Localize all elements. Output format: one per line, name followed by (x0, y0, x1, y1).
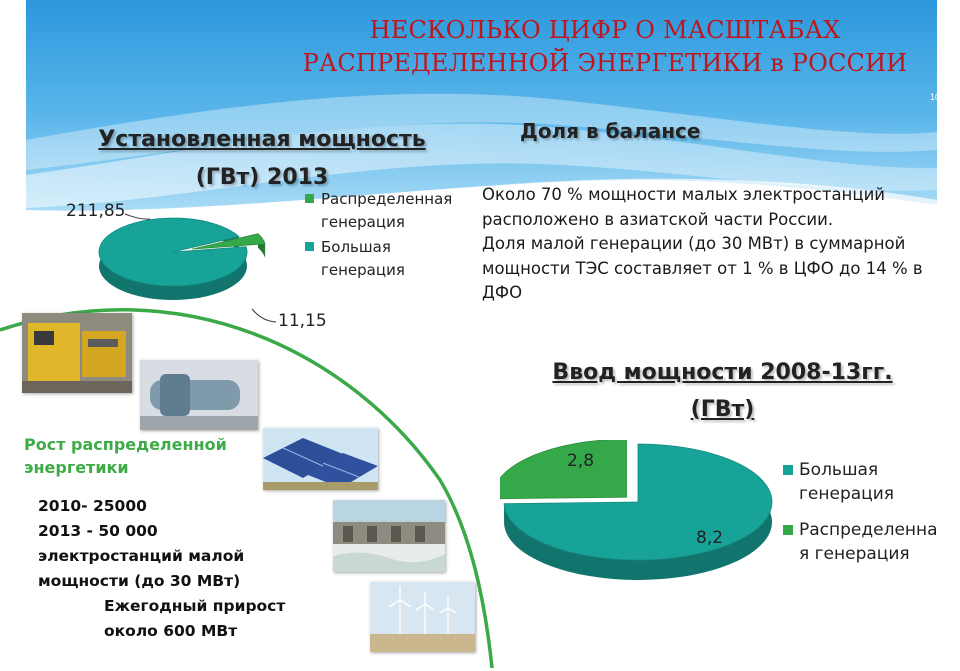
legend-swatch-green (305, 194, 314, 203)
chart2-label-large: 8,2 (696, 528, 724, 548)
page-title (280, 14, 930, 80)
wind-turbines-photo (370, 582, 475, 652)
growth-stat: электростанций малой (38, 547, 245, 565)
growth-note-line: Ежегодный прирост (104, 597, 286, 615)
growth-stat: 2013 - 50 000 (38, 522, 158, 540)
growth-heading-line: энергетики (24, 458, 129, 477)
growth-stat: мощности (до 30 МВт) (38, 572, 241, 590)
share-text-line: Около 70 % мощности малых электростанций (482, 185, 886, 204)
diesel-generator-photo (22, 313, 132, 393)
title-line-1: НЕСКОЛЬКО ЦИФР О МАСШТАБАХ (369, 16, 841, 44)
share-text-line: расположено в азиатской части России. (482, 209, 834, 229)
chart1-title-line-1: Установленная мощность (98, 127, 426, 152)
legend-label: я генерация (799, 544, 910, 564)
small-hydro-dam-photo (333, 500, 445, 572)
legend-label: Большая (799, 460, 879, 480)
growth-note (104, 594, 285, 644)
chart1-legend-item-distributed (305, 188, 475, 234)
chart1-title (90, 121, 434, 197)
chart2-legend-item-large (783, 458, 958, 506)
chart1-legend (305, 188, 475, 284)
legend-swatch-teal (305, 242, 314, 251)
chart1-label-distributed: 11,15 (278, 311, 327, 331)
share-text-line: мощности ТЭС составляет от 1 % в ЦФО до 14 % в (482, 258, 923, 278)
legend-label: генерация (321, 213, 405, 231)
chart1-slice-top-0 (99, 218, 247, 286)
share-text-line: Доля малой генерации (до 30 МВт) в суммарной (482, 234, 906, 253)
legend-label: Распределенная (321, 190, 453, 208)
share-heading: Доля в балансе (520, 119, 701, 143)
chart1-legend-item-large (305, 236, 475, 282)
slide-number: 10 (930, 92, 941, 102)
chart2-legend-item-distributed (783, 518, 958, 566)
chart2-title-line-2: (ГВт) (690, 397, 755, 422)
chart2-legend (783, 458, 958, 568)
chart2-title-line-1: Ввод мощности 2008-13гг. (552, 360, 893, 385)
legend-label: генерация (799, 484, 895, 504)
growth-stat: 2010- 25000 (38, 497, 147, 515)
title-line-2: РАСПРЕДЕЛЕННОЙ ЭНЕРГЕТИКИ в РОССИИ (302, 49, 908, 77)
chart2-title (545, 354, 900, 428)
legend-label: Большая (321, 238, 391, 256)
share-text-line: ДФО (482, 283, 523, 302)
chart2-label-distributed: 2,8 (567, 451, 595, 471)
solar-panels-photo (263, 428, 378, 490)
legend-label: генерация (321, 261, 405, 279)
gas-turbine-photo (140, 360, 258, 430)
growth-stats (38, 494, 244, 594)
growth-note-line: около 600 МВт (104, 622, 238, 640)
chart2-slice-top-1 (500, 440, 627, 499)
share-text (482, 183, 952, 306)
chart1-slice-0 (99, 218, 247, 300)
chart1-title-line-2: (ГВт) 2013 (195, 165, 329, 190)
legend-swatch-green (783, 525, 793, 535)
legend-swatch-teal (783, 465, 793, 475)
legend-label: Распределенна (799, 520, 938, 540)
chart2-pie (500, 440, 785, 600)
growth-heading (24, 433, 254, 479)
chart1-label-large: 211,85 (66, 201, 126, 221)
growth-heading-line: Рост распределенной (24, 435, 227, 454)
